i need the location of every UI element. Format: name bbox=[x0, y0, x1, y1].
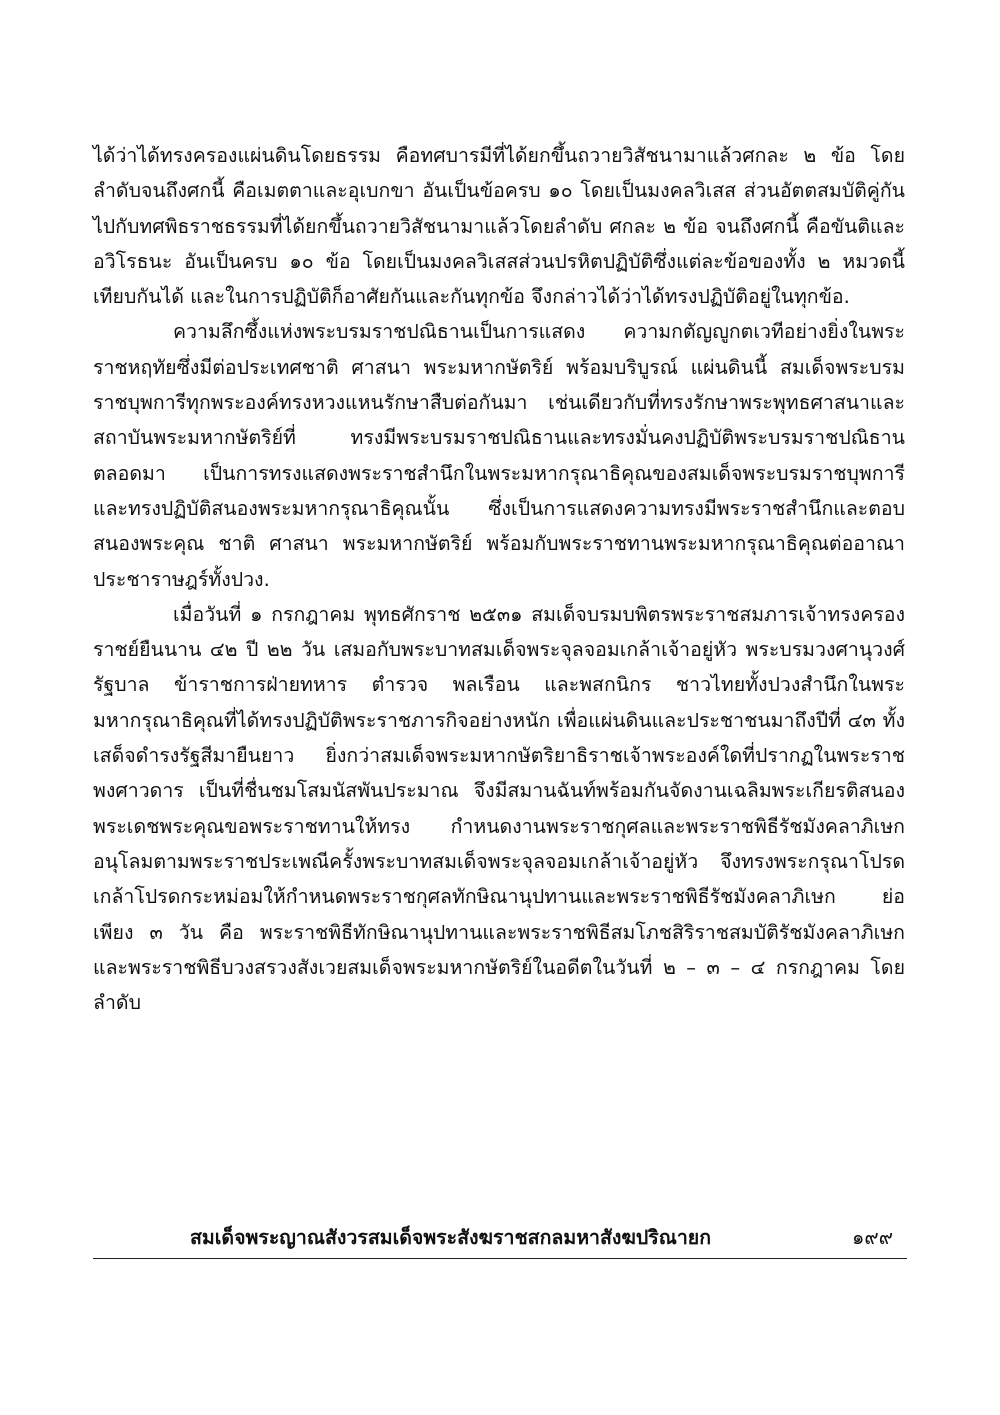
paragraph-3: เมื่อวันที่ ๑ กรกฎาคม พุทธศักราช ๒๕๓๑ สมเด็จบรมบพิตรพระราชสมภารเจ้าทรงครองราชย์ยืนนาน ๔๒ ปี ๒๒ วัน เสมอกับพระบาทสมเด็จพระจุลจอมเกล้าเจ้าอยู่หัว พระบรมวงศานุวงศ์รัฐบาล ข้าราชการฝ่ายทหาร ตำรวจ พลเรือน และพสกนิกร ชาวไทยทั้งปวงสำนึกในพระมหากรุณาธิคุณที่ได้ทรงปฏิบัติพระราชภารกิจอย่างหนัก เพื่อแผ่นดินและประชาชนมาถึงปีที่ ๔๓ ทั้งเสด็จดำรงรัฐสีมายืนยาว ยิ่งกว่าสมเด็จพระมหากษัตริยาธิราชเจ้าพระองค์ใดที่ปรากฏในพระราชพงศาวดาร เป็นที่ชื่นชมโสมนัสพันประมาณ จึงมีสมานฉันท์พร้อมกันจัดงานเฉลิมพระเกียรติสนองพระเดชพระคุณขอพระราชทานให้ทรง กำหนดงานพระราชกุศลและพระราชพิธีรัชมังคลาภิเษก อนุโลมตามพระราชประเพณีครั้งพระบาทสมเด็จพระจุลจอมเกล้าเจ้าอยู่หัว จึงทรงพระกรุณาโปรดเกล้าโปรดกระหม่อมให้กำหนดพระราชกุศลทักษิณานุปทานและพระราชพิธีรัชมังคลาภิเษก ย่อเพียง ๓ วัน คือ พระราชพิธีทักษิณานุปทานและพระราชพิธีสมโภชสิริราชสมบัติรัชมังคลาภิเษก และพระราชพิธีบวงสรวงสังเวยสมเด็จพระมหากษัตริย์ในอดีตในวันที่ ๒ – ๓ – ๔ กรกฎาคม โดยลำดับ bbox=[93, 602, 905, 1015]
document-body bbox=[93, 138, 905, 1020]
paragraph-2: ความลึกซึ้งแห่งพระบรมราชปณิธานเป็นการแสดง ความกตัญญูกตเวทีอย่างยิ่งในพระราชหฤทัยซึ่งมีต่อประเทศชาติ ศาสนา พระมหากษัตริย์ พร้อมบริบูรณ์ แผ่นดินนี้ สมเด็จพระบรมราชบุพการีทุกพระองค์ทรงหวงแหนรักษาสืบต่อกันมา เช่นเดียวกับที่ทรงรักษาพระพุทธศาสนาและสถาบันพระมหากษัตริย์ที่ ทรงมีพระบรมราชปณิธานและทรงมั่นคงปฏิบัติพระบรมราชปณิธานตลอดมา เป็นการทรงแสดงพระราชสำนึกในพระมหากรุณาธิคุณของสมเด็จพระบรมราชบุพการี และทรงปฏิบัติสนองพระมหากรุณาธิคุณนั้น ซึ่งเป็นการแสดงความทรงมีพระราชสำนึกและตอบสนองพระคุณ ชาติ ศาสนา พระมหากษัตริย์ พร้อมกับพระราชทานพระมหากรุณาธิคุณต่ออาณาประชาราษฎร์ทั้งปวง. bbox=[93, 320, 905, 591]
page-number: ๑๙๙ bbox=[852, 1226, 893, 1249]
paragraph-1: ได้ว่าได้ทรงครองแผ่นดินโดยธรรม คือทศบารมีที่ได้ยกขึ้นถวายวิสัชนามาแล้วศกละ ๒ ข้อ โดยลำดับจนถึงศกนี้ คือเมตตาและอุเบกขา อันเป็นข้อครบ ๑๐ โดยเป็นมงคลวิเสส ส่วนอัตตสมบัติคู่กันไปกับทศพิธราชธรรมที่ได้ยกขึ้นถวายวิสัชนามาแล้วโดยลำดับ ศกละ ๒ ข้อ จนถึงศกนี้ คือขันติและอวิโรธนะ อันเป็นครบ ๑๐ ข้อ โดยเป็นมงคลวิเสสส่วนปรหิตปฏิบัติซึ่งแต่ละข้อของทั้ง ๒ หมวดนี้เทียบกันได้ และในการปฏิบัติก็อาศัยกันและกันทุกข้อ จึงกล่าวได้ว่าได้ทรงปฏิบัติอยู่ในทุกข้อ. bbox=[93, 144, 905, 309]
page-footer bbox=[93, 1222, 907, 1259]
footer-title: สมเด็จพระญาณสังวรสมเด็จพระสังฆราชสกลมหาสังฆปริณายก bbox=[190, 1226, 712, 1249]
